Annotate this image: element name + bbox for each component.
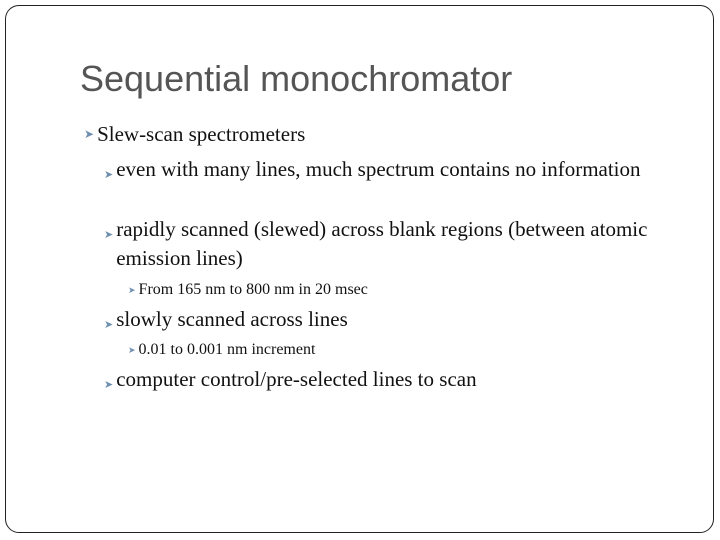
bullet-text: slowly scanned across lines [116,307,348,331]
arrow-bullet-icon: ➤ [104,379,114,391]
bullet-text: rapidly scanned (slewed) across blank regions (between atomic emission lines) [116,217,648,270]
bullet-level3-increment [128,341,315,359]
arrow-bullet-icon: ➤ [84,127,95,141]
bullet-text: From 165 nm to 800 nm in 20 msec [138,281,368,298]
bullet-level1-slew-scan [84,122,305,147]
arrow-bullet-icon: ➤ [104,169,114,181]
bullet-level2-computer-control [104,365,676,400]
arrow-bullet-icon: ➤ [104,229,114,241]
arrow-bullet-icon: ➤ [128,285,136,295]
bullet-level2-many-lines [104,155,676,190]
bullet-text: 0.01 to 0.001 nm increment [138,341,316,358]
arrow-bullet-icon: ➤ [128,345,136,355]
bullet-text: computer control/pre-selected lines to scan [116,367,477,391]
bullet-text: Slew-scan spectrometers [97,122,306,146]
arrow-bullet-icon: ➤ [104,319,114,331]
bullet-level2-rapidly-scanned [104,215,676,273]
bullet-level3-range [128,281,368,299]
bullet-level2-slowly-scanned [104,305,676,340]
bullet-text: even with many lines, much spectrum contains no information [116,157,641,181]
slide-title: Sequential monochromator [80,58,513,99]
